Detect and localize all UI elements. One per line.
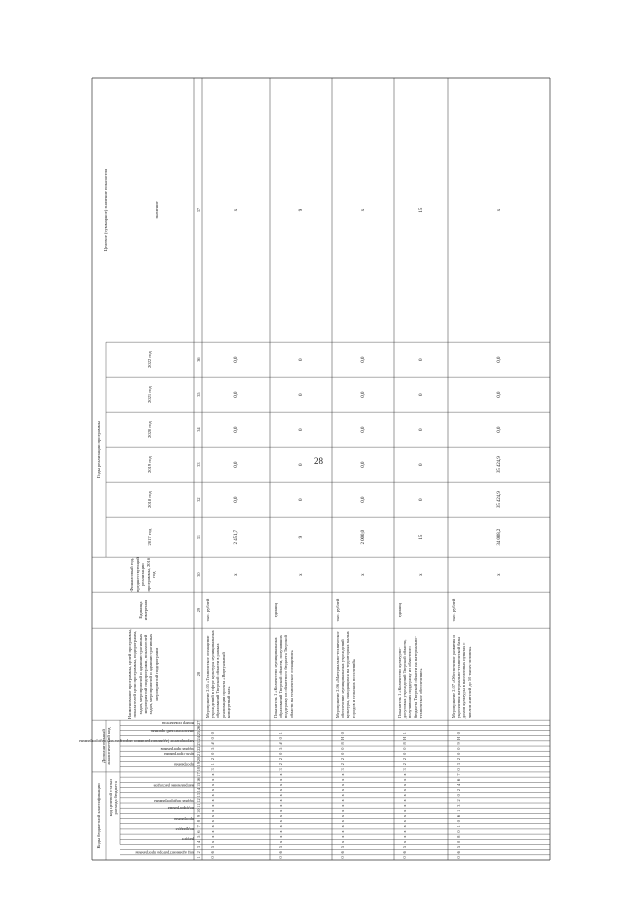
row-name: Мероприятие 2.06 «Материально-техническое обеспечение муниципальных учреждений культуры, находящихся на территориях малых городов и сельских поселений» [335,631,356,719]
row-value: 9 [298,535,304,539]
code-cell: 5 [209,747,215,750]
code-cell: х [401,789,407,792]
code-cell: 0 [277,737,283,740]
row-unit: тыс. рублей [205,598,210,622]
row-value: 0,0 [360,426,366,433]
column-number: 26 [195,725,201,731]
code-cell: х [277,814,283,818]
row-value: х [360,208,366,212]
row-value: х [233,208,239,212]
row-value: 0 [298,393,304,396]
row-name: Показатель 1 «Количество культурно-досуговых учреждений Тверской области, получивших поддержку из областного бюджета Тверской области на материально-техническое обеспечение» [397,636,423,719]
column-number: 25 [195,730,201,736]
code-cell: х [339,830,345,833]
column-number: 19 [195,762,201,767]
code-cell: х [209,789,215,792]
code-cell: 0 [209,752,215,755]
target-value-header: значение [154,201,160,219]
code-cell: 0 [401,856,407,859]
code-cell: х [339,825,345,828]
column-number: 28 [195,672,201,677]
code-cell: х [401,820,407,823]
code-cell: 6 [277,851,283,854]
code-cell: 8 [339,742,345,745]
code-cell: х [401,778,407,781]
code-cell: х [209,783,215,786]
code-cell: 6 [339,851,345,854]
code-cell: 3 [455,763,461,766]
code-cell: 0 [455,830,461,833]
column-number: 30 [195,572,201,577]
column-number: 11 [195,803,201,808]
csr-zadacha-header: задача подпрограммы [154,798,194,804]
an-meropriyatie-header: мероприятие (административное мероприятие) подпрограммы [79,739,194,745]
an-programma-header: программа [174,762,194,768]
code-cell: х [401,830,407,833]
analytic-group-header: Дополнительный аналитический код [100,727,111,765]
column-number: 37 [195,207,201,213]
code-cell: х [277,773,283,776]
csr-napravlenie-header: направление расходов [153,783,194,789]
code-cell: 6 [455,851,461,854]
code-cell: х [401,804,407,807]
column-number: 21 [195,751,201,756]
year-2020-header: 2020 год [147,421,153,438]
row-value: 0,0 [233,391,239,398]
year-2018-header: 2018 год [147,491,153,508]
code-cell: 0 [209,732,215,735]
column-number: 23 [195,741,201,746]
code-cell: 2 [209,757,215,761]
code-cell: х [277,789,283,792]
an-priznak-header: аналитический признак [150,728,194,734]
code-cell: х [277,783,283,786]
code-cell: х [277,825,283,828]
code-cell: х [209,809,215,812]
code-cell: х [401,783,407,786]
code-cell: х [339,783,345,786]
code-cell: х [401,825,407,828]
row-value: 35 424,9 [496,491,502,509]
code-cell: х [209,773,215,776]
code-cell: 0 [401,747,407,750]
code-cell: 5 [401,845,407,849]
column-number: 20 [195,756,201,762]
code-cell: х [277,809,283,812]
code-cell: х [339,773,345,776]
code-cell: 0 [455,732,461,735]
row-name: Мероприятие 2.05 «Техническое оснащение учреждений в сфере культуры муниципальных образований Тверской области в рамках реализации проекта «Виртуальный концертный зал» [205,630,231,719]
code-cell: 6 [401,851,407,854]
code-cell: 0 [339,752,345,755]
code-cell: 6 [455,778,461,781]
code-cell: Н [339,736,345,740]
code-cell: х [209,814,215,818]
code-cell: 1 [209,763,215,766]
code-cell: х [401,809,407,812]
column-number: 18 [195,767,201,772]
code-cell: х [339,799,345,802]
code-cell: х [209,804,215,807]
csr-group-header: код целевой статьи расхода бюджета [107,779,118,817]
column-number: 5 [195,835,201,838]
row-value: 0,0 [233,356,239,363]
column-number: 14 [195,787,201,793]
kbk-group-header: Коды бюджетной классификации [96,783,102,849]
code-cell: х [339,840,345,843]
row-value: 0 [418,498,424,501]
column-number: 1 [195,856,201,859]
an-cel-header: цель программы [163,752,194,758]
code-cell: х [209,794,215,797]
column-number: 31 [195,535,201,540]
column-number: 34 [195,427,201,432]
row-value: 0,0 [496,426,502,433]
unit-header: Единица измерения [137,599,148,621]
code-cell: 8 [401,742,407,745]
code-cell: Н [455,736,461,740]
code-cell: х [401,814,407,818]
code-cell: х [209,825,215,828]
column-number: 13 [195,793,201,798]
code-cell: х [339,809,345,812]
row-value: 0,0 [360,461,366,468]
row-value: 15 [418,534,424,540]
code-cell: 0 [209,856,215,859]
code-cell: 7 [455,773,461,776]
column-number: 7 [195,825,201,828]
row-value: 35 424,9 [496,456,502,474]
row-value: 0,0 [360,496,366,503]
row-value: 0,0 [496,391,502,398]
code-cell: 0 [401,752,407,755]
code-cell: х [209,778,215,781]
row-value: 0,0 [496,356,502,363]
row-value: 0 [418,358,424,361]
code-cell: х [209,840,215,843]
column-number: 2 [195,851,201,854]
code-cell: х [277,835,283,838]
landscape-table-sheet [79,78,550,860]
code-cell: х [401,840,407,843]
code-cell: 2 [455,789,461,792]
code-cell: х [209,835,215,838]
row-value: х [496,208,502,212]
row-unit: тыс. рублей [335,598,340,622]
column-number: 12 [195,798,201,803]
code-cell: 3 [455,804,461,807]
fin-2016-header: Финансовый год, предшествующий реализации программы, 2016 год [129,557,157,593]
code-cell: х [339,820,345,823]
code-cell: 2 [339,763,345,766]
admin-code-header: код администратора программы [135,850,194,856]
code-cell: х [209,830,215,833]
code-cell: х [339,814,345,818]
code-cell: х [339,778,345,781]
row-value: 0 [418,393,424,396]
row-value: 0 [418,428,424,431]
code-cell: х [209,820,215,823]
code-cell: 3 [401,768,407,771]
code-cell: 5 [455,845,461,849]
code-cell: х [277,804,283,807]
column-number: 29 [195,608,201,613]
code-cell: 1 [277,732,283,735]
razdel-header: раздел [182,837,194,843]
row-value: х [298,573,304,576]
code-cell: 1 [455,825,461,828]
code-cell: 0 [455,820,461,823]
podrazdel-header: подраздел [175,827,194,833]
column-number: 3 [195,845,201,849]
code-cell: 0 [455,747,461,750]
row-value: 0,0 [233,496,239,503]
row-value: 0,0 [233,426,239,433]
column-number: 36 [195,357,201,362]
code-cell: 3 [209,768,215,771]
row-value: 0 [418,463,424,466]
column-number: 16 [195,777,201,782]
code-cell: 4 [455,783,461,786]
code-cell: х [401,835,407,838]
column-number: 10 [195,808,201,813]
code-cell: 2 [401,757,407,761]
row-value: 0 [298,463,304,466]
code-cell: 0 [277,856,283,859]
code-cell: 6 [455,814,461,818]
code-cell: 2 [339,757,345,761]
row-value: 0 [298,498,304,501]
year-2019-header: 2019 год [147,456,153,473]
code-cell: 9 [455,742,461,745]
code-cell: х [401,799,407,802]
row-value: 2 451,7 [233,529,239,545]
code-cell: 5 [277,747,283,750]
code-cell: 2 [455,757,461,761]
row-name: Показатель 1 «Количество муниципальных образований Тверской области, получивших поддержку из областного бюджета Тверской области на техническое оснащение» [273,635,294,719]
row-unit: тыс. рублей [451,598,456,622]
code-cell: х [339,789,345,792]
column-number: 15 [195,782,201,788]
name-header: Наименование программы, целей программы, показателей цели программы, подпрограмм, задач, мероприятий и административных мероприятий подпрограмм, показателей задач, мероприятий и административных мероприятий подпрограмм [126,629,159,720]
code-cell: х [277,778,283,781]
code-cell: х [339,804,345,807]
row-value: х [360,573,366,576]
code-cell: 0 [455,856,461,859]
column-number: 33 [195,462,201,467]
row-value: 0,0 [360,391,366,398]
column-number: 6 [195,830,201,833]
column-number: 17 [195,772,201,777]
year-2022-header: 2022 год [147,351,153,368]
year-2021-header: 2021 год [147,386,153,403]
code-cell: 5 [339,845,345,849]
row-name: Мероприятие 2.07 «Обеспечение развития и укрепления материально-технической базы домов культуры в населенных пунктах с числом жителей до 50 тысяч человек» [451,635,472,719]
code-cell: 8 [455,835,461,838]
code-cell: х [277,830,283,833]
row-value: х [418,573,424,576]
years-group-header: Годы реализации программы [96,421,102,479]
row-unit: единиц [397,603,402,618]
row-value: 0,0 [233,461,239,468]
code-cell: 5 [277,845,283,849]
code-cell: х [339,794,345,797]
code-cell: 0 [455,768,461,771]
column-number: 8 [195,820,201,823]
code-cell: 0 [455,794,461,797]
page-number: 28 [314,456,323,466]
code-cell: 5 [209,845,215,849]
budget-program-table [79,78,550,860]
code-cell: х [277,820,283,823]
code-cell: 1 [455,809,461,812]
code-cell: х [209,799,215,802]
row-value: 34 008,2 [496,528,502,546]
an-nomer-header: номер показателя [162,721,194,727]
code-cell: х [277,840,283,843]
code-cell: 1 [401,732,407,735]
column-number: 22 [195,746,201,751]
an-zadacha-header: задача программы [160,747,194,753]
code-cell: 0 [277,752,283,755]
code-cell: 3 [339,768,345,771]
row-value: х [496,573,502,576]
row-value: 15 [418,207,424,213]
code-cell: 6 [209,851,215,854]
row-value: 9 [298,208,304,212]
column-number: 35 [195,392,201,397]
row-value: 0 [298,358,304,361]
row-unit: единиц [273,603,278,618]
column-number: 24 [195,736,201,741]
code-cell: # [277,742,283,745]
csr-podprogramma-header: подпрограмма [167,806,194,812]
code-cell: х [339,835,345,838]
code-cell: 0 [209,737,215,740]
row-value: х [233,573,239,576]
code-cell: х [277,794,283,797]
code-cell: 0 [455,752,461,755]
code-cell: 2 [455,799,461,802]
code-cell: х [401,794,407,797]
column-number: 4 [195,840,201,843]
row-value: 0,0 [360,356,366,363]
code-cell: 0 [339,856,345,859]
csr-programma-header: программа [174,816,194,822]
code-cell: 2 [277,757,283,761]
code-cell: Н [401,736,407,740]
code-cell: х [401,773,407,776]
target-group-header: Целевое (суммарное) значение показателя [103,168,109,252]
year-2017-header: 2017 год [147,528,153,546]
code-cell: 0 [339,747,345,750]
row-value: 2 000,0 [360,529,366,545]
code-cell: 0 [455,840,461,843]
code-cell: 3 [277,768,283,771]
row-value: 0 [298,428,304,431]
code-cell: # [209,742,215,745]
column-number: 27 [195,720,201,725]
code-cell: 2 [401,763,407,766]
column-number: 9 [195,814,201,818]
code-cell: 0 [339,732,345,735]
code-cell: х [277,799,283,802]
column-number: 32 [195,497,201,502]
code-cell: 2 [277,763,283,766]
